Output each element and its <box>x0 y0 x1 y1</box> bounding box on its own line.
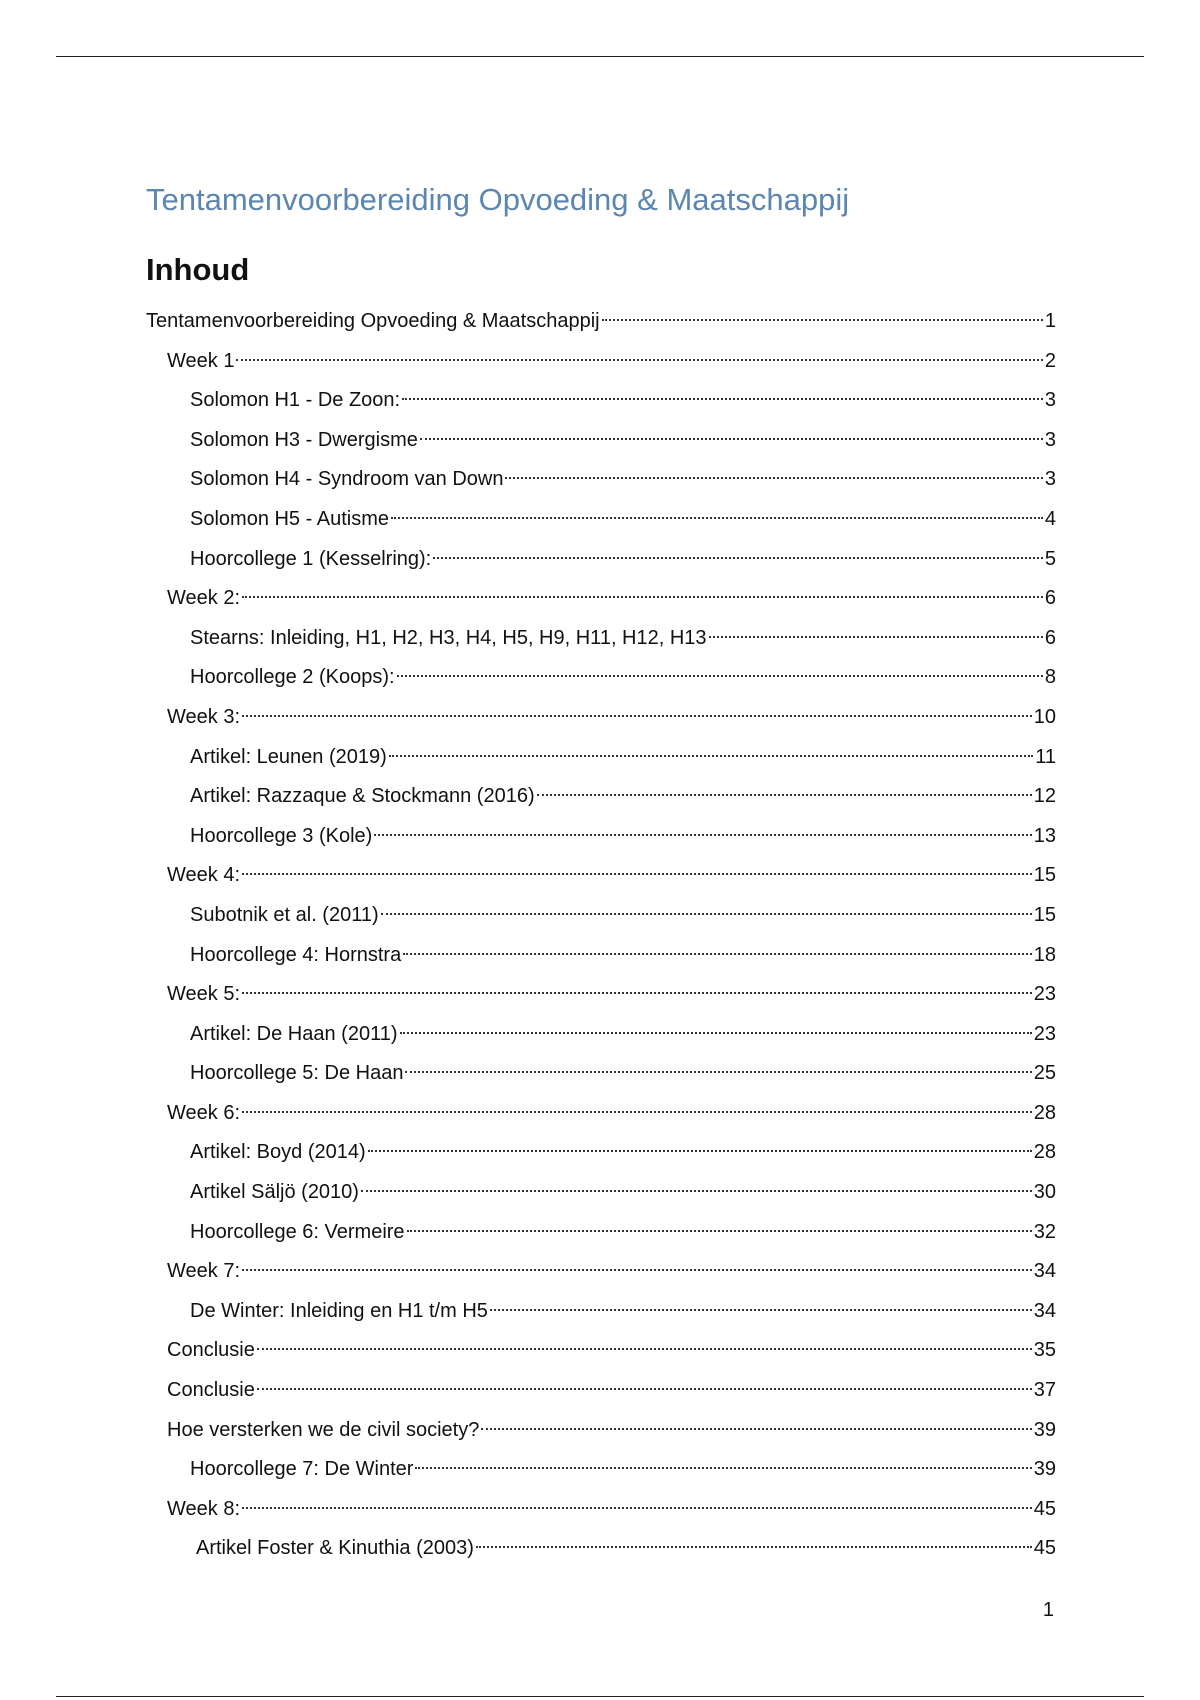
toc-entry-page: 8 <box>1044 666 1056 689</box>
toc-entry[interactable] <box>146 1411 1056 1451</box>
toc-entry[interactable] <box>146 579 1056 619</box>
footer-rule <box>56 1696 1144 1697</box>
toc-entry-label: Conclusie <box>167 1379 255 1402</box>
toc-entry[interactable] <box>146 856 1056 896</box>
toc-entry[interactable] <box>146 421 1056 461</box>
toc-entry-page: 23 <box>1033 1022 1056 1045</box>
toc-entry[interactable] <box>146 1331 1056 1371</box>
toc-entry-label: Week 4: <box>167 864 240 887</box>
toc-entry[interactable] <box>146 1292 1056 1332</box>
toc-dot-leader <box>505 477 1042 479</box>
toc-entry-label: Conclusie <box>167 1339 255 1362</box>
toc-dot-leader <box>400 1032 1032 1034</box>
toc-entry[interactable] <box>146 738 1056 778</box>
toc-entry-page: 32 <box>1033 1220 1056 1243</box>
toc-dot-leader <box>242 1111 1032 1113</box>
toc-dot-leader <box>242 992 1032 994</box>
header-rule <box>56 56 1144 57</box>
toc-dot-leader <box>374 834 1031 836</box>
toc-entry-label: Hoorcollege 5: De Haan <box>190 1062 404 1085</box>
toc-entry-page: 10 <box>1033 705 1056 728</box>
toc-entry-label: Hoorcollege 4: Hornstra <box>190 943 402 966</box>
toc-entry[interactable] <box>146 460 1056 500</box>
toc-dot-leader <box>405 1071 1031 1073</box>
toc-entry-page: 30 <box>1033 1181 1056 1204</box>
toc-entry-label: Subotnik et al. (2011) <box>190 903 379 926</box>
toc-entry-label: Artikel: Boyd (2014) <box>190 1141 366 1164</box>
toc-entry-page: 28 <box>1033 1141 1056 1164</box>
toc-dot-leader <box>420 438 1043 440</box>
page-number: 1 <box>1042 1599 1054 1621</box>
toc-entry-label: Solomon H1 - De Zoon: <box>190 389 401 412</box>
toc-entry-label: De Winter: Inleiding en H1 t/m H5 <box>190 1299 488 1322</box>
toc-entry-label: Hoe versterken we de civil society? <box>167 1418 480 1441</box>
toc-entry[interactable] <box>146 936 1056 976</box>
toc-entry[interactable] <box>146 1133 1056 1173</box>
toc-entry-page: 13 <box>1033 824 1056 847</box>
toc-entry-page: 6 <box>1044 587 1056 610</box>
table-of-contents <box>146 302 1056 1569</box>
toc-entry-label: Week 5: <box>167 983 240 1006</box>
toc-dot-leader <box>476 1546 1032 1548</box>
toc-dot-leader <box>397 675 1043 677</box>
toc-dot-leader <box>236 359 1042 361</box>
toc-entry[interactable] <box>146 1371 1056 1411</box>
toc-entry-page: 45 <box>1033 1497 1056 1520</box>
toc-entry-page: 28 <box>1033 1101 1056 1124</box>
toc-entry[interactable] <box>146 777 1056 817</box>
toc-entry-label: Hoorcollege 3 (Kole) <box>190 824 373 847</box>
toc-entry-page: 3 <box>1044 428 1056 451</box>
toc-dot-leader <box>257 1388 1032 1390</box>
toc-dot-leader <box>407 1230 1032 1232</box>
toc-entry[interactable] <box>146 896 1056 936</box>
toc-dot-leader <box>403 953 1032 955</box>
toc-entry-label: Week 6: <box>167 1101 240 1124</box>
toc-entry-page: 34 <box>1033 1260 1056 1283</box>
toc-entry[interactable] <box>146 658 1056 698</box>
toc-entry-label: Hoorcollege 2 (Koops): <box>190 666 395 689</box>
toc-entry[interactable] <box>146 540 1056 580</box>
toc-entry-page: 12 <box>1033 785 1056 808</box>
toc-dot-leader <box>402 398 1043 400</box>
toc-entry-label: Artikel: Razzaque & Stockmann (2016) <box>190 785 535 808</box>
toc-dot-leader <box>242 715 1032 717</box>
toc-entry[interactable] <box>146 342 1056 382</box>
toc-heading: Inhoud <box>146 252 250 287</box>
toc-entry-page: 45 <box>1033 1537 1056 1560</box>
toc-entry-label: Hoorcollege 6: Vermeire <box>190 1220 405 1243</box>
toc-dot-leader <box>602 319 1043 321</box>
toc-entry-label: Week 7: <box>167 1260 240 1283</box>
toc-entry[interactable] <box>146 1054 1056 1094</box>
toc-dot-leader <box>415 1467 1031 1469</box>
toc-dot-leader <box>381 913 1032 915</box>
toc-entry-label: Week 8: <box>167 1497 240 1520</box>
document-title: Tentamenvoorbereiding Opvoeding & Maatschappij <box>146 182 850 217</box>
toc-entry-page: 34 <box>1033 1299 1056 1322</box>
toc-entry-page: 1 <box>1044 310 1056 332</box>
toc-entry[interactable] <box>146 1490 1056 1530</box>
toc-entry-page: 2 <box>1044 349 1056 372</box>
toc-entry-label: Artikel Foster & Kinuthia (2003) <box>196 1537 474 1560</box>
toc-entry-label: Artikel: De Haan (2011) <box>190 1022 398 1045</box>
toc-entry-page: 37 <box>1033 1379 1056 1402</box>
toc-entry-label: Stearns: Inleiding, H1, H2, H3, H4, H5, H9, H11, H12, H13 <box>190 626 707 649</box>
toc-dot-leader <box>481 1428 1031 1430</box>
toc-entry-page: 39 <box>1033 1418 1056 1441</box>
toc-entry-label: Week 1 <box>167 349 235 372</box>
toc-entry[interactable] <box>146 975 1056 1015</box>
toc-entry[interactable] <box>146 1015 1056 1055</box>
toc-entry-label: Solomon H4 - Syndroom van Down <box>190 468 504 491</box>
toc-entry-page: 39 <box>1033 1458 1056 1481</box>
toc-entry[interactable] <box>146 1252 1056 1292</box>
toc-entry-page: 11 <box>1035 745 1056 768</box>
toc-entry[interactable] <box>146 817 1056 857</box>
toc-entry-page: 35 <box>1033 1339 1056 1362</box>
toc-entry-label: Hoorcollege 1 (Kesselring): <box>190 547 432 570</box>
toc-entry-page: 4 <box>1044 507 1056 530</box>
toc-entry[interactable] <box>146 1094 1056 1134</box>
toc-entry-label: Week 2: <box>167 587 240 610</box>
toc-entry[interactable] <box>146 500 1056 540</box>
toc-entry-page: 15 <box>1033 864 1056 887</box>
toc-entry-page: 15 <box>1033 903 1056 926</box>
toc-dot-leader <box>368 1150 1032 1152</box>
toc-dot-leader <box>433 557 1043 559</box>
toc-entry-label: Artikel: Leunen (2019) <box>190 745 387 768</box>
toc-dot-leader <box>242 596 1043 598</box>
toc-dot-leader <box>709 636 1043 638</box>
toc-dot-leader <box>257 1348 1032 1350</box>
toc-entry[interactable] <box>146 381 1056 421</box>
toc-entry-page: 5 <box>1044 547 1056 570</box>
toc-dot-leader <box>391 517 1043 519</box>
toc-entry[interactable] <box>146 1173 1056 1213</box>
toc-entry[interactable] <box>146 1529 1056 1569</box>
toc-dot-leader <box>242 873 1032 875</box>
toc-entry-label: Solomon H5 - Autisme <box>190 507 389 530</box>
toc-entry-page: 25 <box>1033 1062 1056 1085</box>
toc-dot-leader <box>389 755 1033 757</box>
toc-entry-page: 3 <box>1044 468 1056 491</box>
toc-dot-leader <box>242 1269 1032 1271</box>
toc-entry-label: Week 3: <box>167 705 240 728</box>
toc-entry[interactable] <box>146 698 1056 738</box>
toc-entry[interactable] <box>146 302 1056 342</box>
toc-entry-page: 6 <box>1044 626 1056 649</box>
toc-dot-leader <box>242 1507 1032 1509</box>
toc-entry[interactable] <box>146 1213 1056 1253</box>
toc-entry-label: Solomon H3 - Dwergisme <box>190 428 418 451</box>
toc-entry[interactable] <box>146 1450 1056 1490</box>
toc-dot-leader <box>361 1190 1032 1192</box>
toc-entry-page: 18 <box>1033 943 1056 966</box>
toc-entry-label: Artikel Säljö (2010) <box>190 1181 359 1204</box>
toc-dot-leader <box>537 794 1032 796</box>
toc-entry-page: 3 <box>1044 389 1056 412</box>
toc-dot-leader <box>490 1309 1032 1311</box>
toc-entry[interactable] <box>146 619 1056 659</box>
toc-entry-label: Tentamenvoorbereiding Opvoeding & Maatschappij <box>146 310 600 332</box>
toc-entry-label: Hoorcollege 7: De Winter <box>190 1458 414 1481</box>
toc-entry-page: 23 <box>1033 983 1056 1006</box>
